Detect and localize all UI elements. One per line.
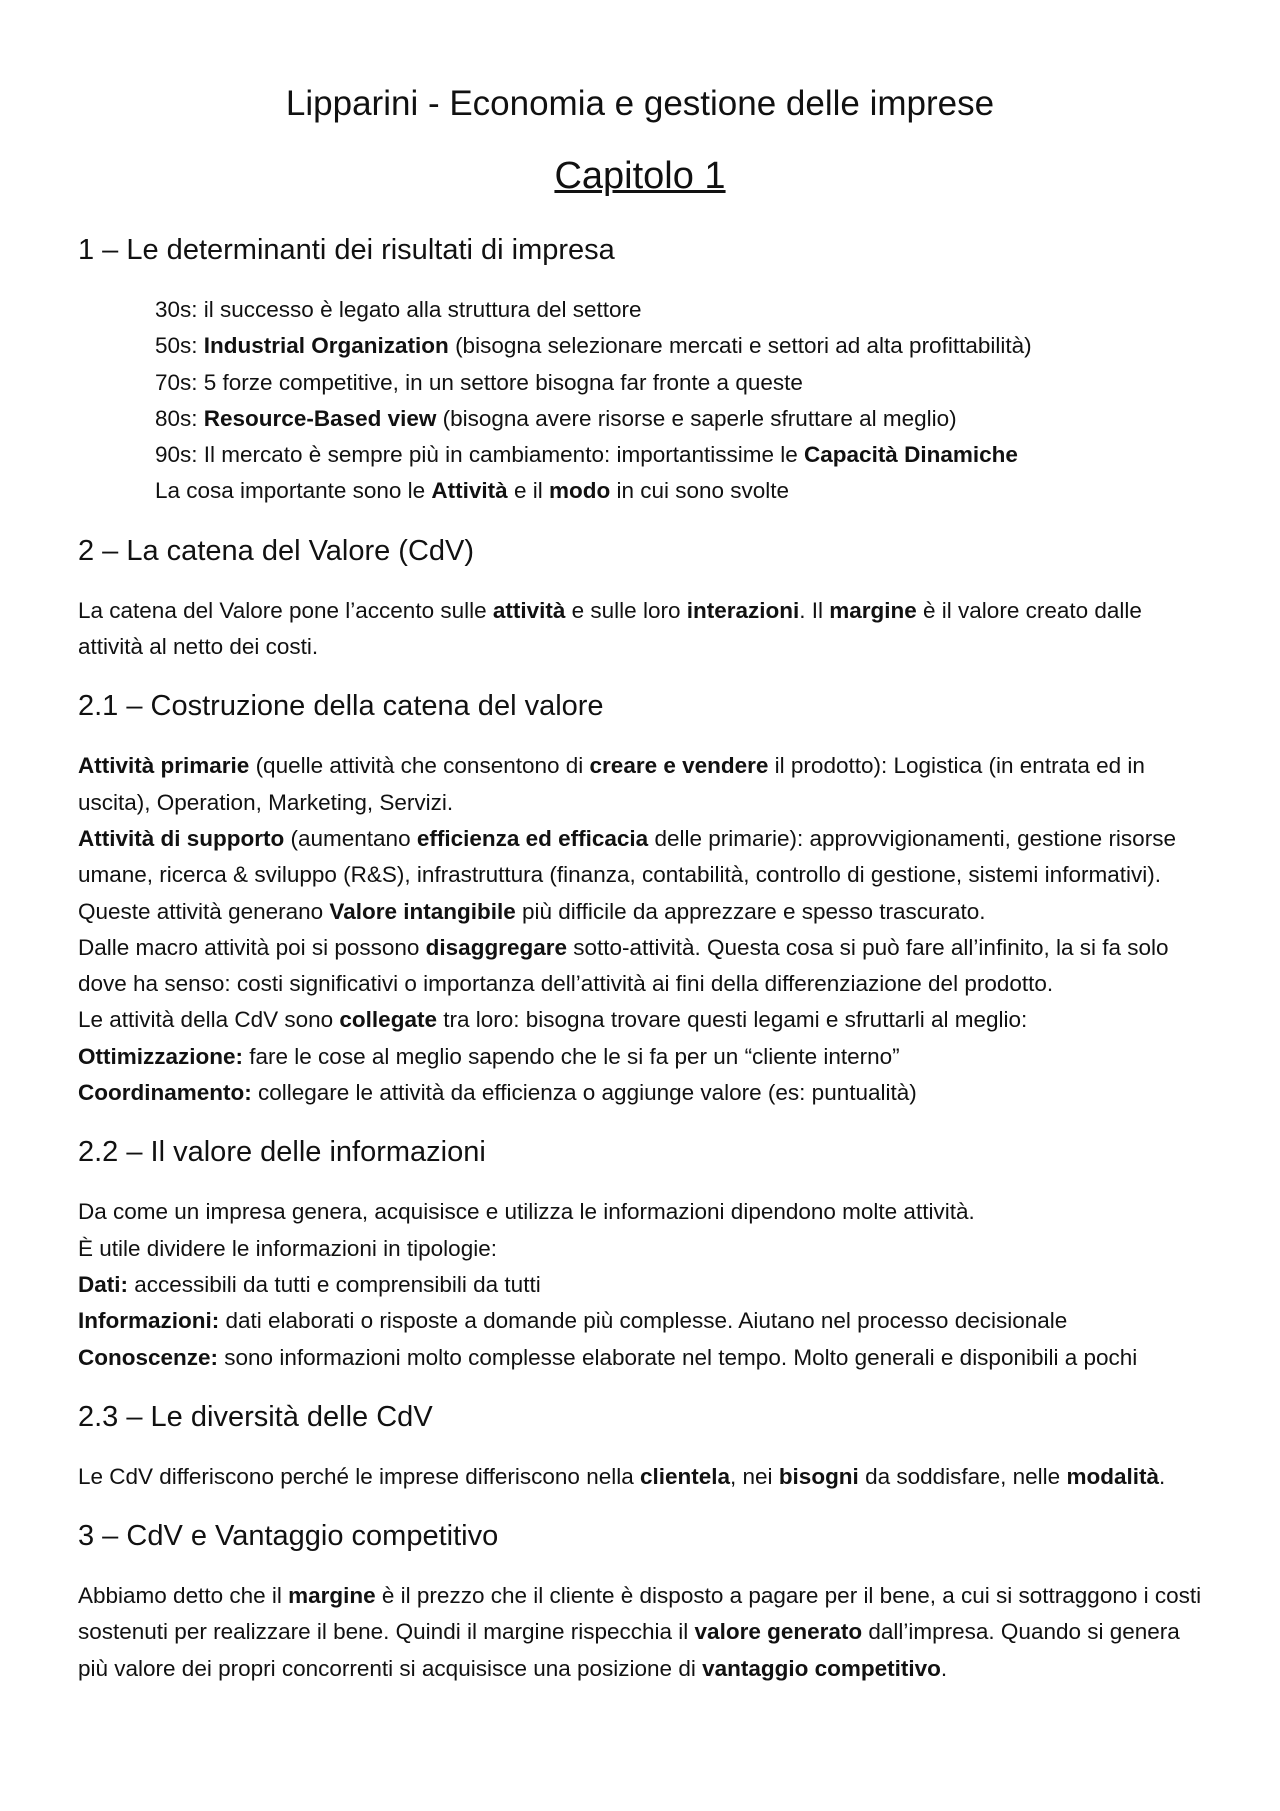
section-2-2-body bbox=[78, 1194, 1202, 1375]
section-2-paragraph: La catena del Valore pone l’accento sulle attività e sulle loro interazioni. Il margine è il valore creato dalle attività al netto dei costi. bbox=[78, 597, 1142, 660]
timeline-item: 30s: il successo è legato alla struttura del settore bbox=[155, 297, 642, 322]
section-1-heading: 1 – Le determinanti dei risultati di impresa bbox=[78, 234, 615, 266]
links-paragraph: Le attività della CdV sono collegate tra loro: bisogna trovare questi legami e sfruttarli al meglio: bbox=[78, 1007, 1028, 1033]
section-2-heading: 2 – La catena del Valore (CdV) bbox=[78, 534, 475, 567]
support-activities-paragraph: Attività di supporto (aumentano efficienza ed efficacia delle primarie): approvvigionamenti, gestione risorse umane, ricerca & sviluppo (R&S), infrastruttura (finanza, contabilità, controllo di gestione, sistemi informativi). Queste attività generano Valore intangibile più difficile da apprezzare e spesso trascurato. bbox=[78, 825, 1176, 924]
timeline-item: 70s: 5 forze competitive, in un settore bisogna far fronte a queste bbox=[155, 369, 803, 395]
chapter-heading: Capitolo 1 bbox=[554, 155, 726, 197]
knowledge-type-line: Conoscenze: sono informazioni molto complesse elaborate nel tempo. Molto generali e disponibili a pochi bbox=[78, 1344, 1138, 1370]
coordination-line: Coordinamento: collegare le attività da efficienza o aggiunge valore (es: puntualità) bbox=[78, 1080, 917, 1106]
timeline-item: 80s: Resource-Based view (bisogna avere risorse e saperle sfruttare al meglio) bbox=[155, 405, 957, 431]
timeline-item: La cosa importante sono le Attività e il modo in cui sono svolte bbox=[155, 478, 790, 504]
section-2-1-heading: 2.1 – Costruzione della catena del valore bbox=[78, 690, 604, 723]
section-2-2-heading: 2.2 – Il valore delle informazioni bbox=[78, 1136, 486, 1169]
primary-activities-paragraph: Attività primarie (quelle attività che consentono di creare e vendere il prodotto): Logistica (in entrata ed in uscita), Operation, Marketing, Servizi. bbox=[78, 753, 1145, 815]
info-types-line: È utile dividere le informazioni in tipologie: bbox=[78, 1235, 497, 1261]
section-1-timeline bbox=[78, 292, 1202, 510]
timeline-item: 50s: Industrial Organization (bisogna selezionare mercati e settori ad alta profittabilità) bbox=[155, 333, 1032, 359]
section-2-1-body bbox=[78, 748, 1202, 1111]
section-2-3-heading: 2.3 – Le diversità delle CdV bbox=[78, 1400, 433, 1433]
section-3-paragraph: Abbiamo detto che il margine è il prezzo che il cliente è disposto a pagare per il bene, a cui si sottraggono i costi sostenuti per realizzare il bene. Quindi il margine rispecchia il valore generato dall’impresa. Quando si genera più valore dei propri concorrenti si acquisisce una posizione di vantaggio competitivo. bbox=[78, 1583, 1202, 1681]
section-2-3-paragraph: Le CdV differiscono perché le imprese differiscono nella clientela, nei bisogni da soddisfare, nelle modalità. bbox=[78, 1463, 1166, 1489]
data-type-line: Dati: accessibili da tutti e comprensibili da tutti bbox=[78, 1271, 541, 1297]
timeline-item: 90s: Il mercato è sempre più in cambiamento: importantissime le Capacità Dinamiche bbox=[155, 442, 1018, 468]
document-title: Lipparini - Economia e gestione delle imprese bbox=[285, 84, 995, 123]
section-3-heading: 3 – CdV e Vantaggio competitivo bbox=[78, 1520, 499, 1553]
info-intro-line: Da come un impresa genera, acquisisce e utilizza le informazioni dipendono molte attività. bbox=[78, 1199, 975, 1225]
disaggregation-paragraph: Dalle macro attività poi si possono disaggregare sotto-attività. Questa cosa si può fare all’infinito, la si fa solo dove ha senso: costi significativi o importanza dell’attività ai fini della differenziazione del prodotto. bbox=[78, 934, 1169, 997]
information-type-line: Informazioni: dati elaborati o risposte a domande più complesse. Aiutano nel processo decisionale bbox=[78, 1308, 1068, 1334]
optimization-line: Ottimizzazione: fare le cose al meglio sapendo che le si fa per un “cliente interno” bbox=[78, 1043, 900, 1069]
